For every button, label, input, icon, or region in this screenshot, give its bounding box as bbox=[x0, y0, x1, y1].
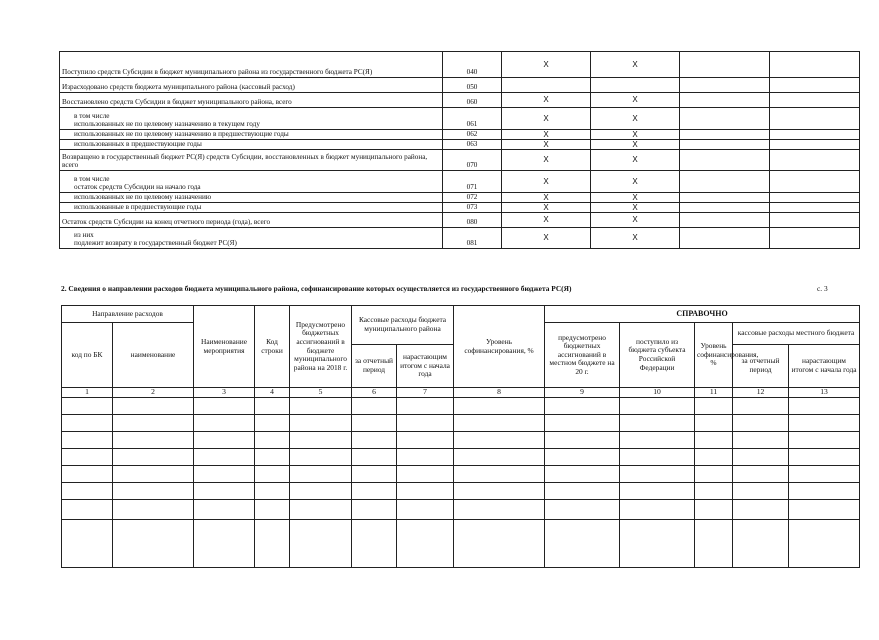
row-name: Возвращено в государственный бюджет РС(Я) средств Субсидии, восстановленных в бюджет муниципального района, всего bbox=[60, 150, 443, 171]
table-cell[interactable] bbox=[454, 448, 545, 465]
table-row bbox=[62, 431, 860, 448]
table-cell[interactable] bbox=[545, 499, 620, 519]
header-row-code: Код строки bbox=[255, 306, 290, 388]
table-cell[interactable] bbox=[290, 448, 352, 465]
header-local-cash: кассовые расходы местного бюджета bbox=[733, 323, 860, 345]
column-number: 4 bbox=[255, 388, 290, 398]
table-cell[interactable] bbox=[620, 414, 695, 431]
table-cell[interactable] bbox=[620, 465, 695, 482]
row-value-4: X bbox=[591, 108, 680, 130]
table-cell[interactable] bbox=[397, 482, 454, 499]
table-cell[interactable] bbox=[454, 519, 545, 567]
row-value-6 bbox=[770, 171, 860, 193]
table-cell[interactable] bbox=[397, 414, 454, 431]
row-value-5 bbox=[680, 228, 770, 249]
table-cell[interactable] bbox=[290, 519, 352, 567]
row-value-4: X bbox=[591, 140, 680, 150]
row-value-5 bbox=[680, 193, 770, 203]
header-for-period: за отчетный период bbox=[352, 345, 397, 388]
row-code: 050 bbox=[443, 78, 502, 93]
row-value-3 bbox=[502, 78, 591, 93]
table-cell[interactable] bbox=[194, 465, 255, 482]
column-number: 13 bbox=[789, 388, 860, 398]
top-table-row bbox=[60, 108, 860, 130]
table-cell[interactable] bbox=[733, 482, 789, 499]
top-table-row bbox=[60, 203, 860, 213]
table-cell[interactable] bbox=[733, 397, 789, 414]
table-cell[interactable] bbox=[545, 519, 620, 567]
table-cell[interactable] bbox=[545, 465, 620, 482]
table-row bbox=[62, 519, 860, 567]
column-number: 9 bbox=[545, 388, 620, 398]
row-name: в том числе использованных не по целевому назначению в текущем году bbox=[60, 108, 443, 130]
table-cell[interactable] bbox=[695, 482, 733, 499]
header-local-planned: предусмотрено бюджетных ассигнований в местном бюджете на 20 г. bbox=[545, 323, 620, 388]
table-cell[interactable] bbox=[695, 519, 733, 567]
row-value-3: X bbox=[502, 193, 591, 203]
header-name: наименование bbox=[113, 323, 194, 388]
table-cell[interactable] bbox=[789, 499, 860, 519]
column-number: 5 bbox=[290, 388, 352, 398]
top-table-row bbox=[60, 193, 860, 203]
row-value-6 bbox=[770, 130, 860, 140]
table-cell[interactable] bbox=[113, 519, 194, 567]
header-direction: Направление расходов bbox=[62, 306, 194, 323]
table-cell[interactable] bbox=[255, 414, 290, 431]
row-code: 071 bbox=[443, 171, 502, 193]
table-cell[interactable] bbox=[290, 414, 352, 431]
row-name: Остаток средств Субсидии на конец отчетного периода (года), всего bbox=[60, 213, 443, 228]
table-cell[interactable] bbox=[255, 465, 290, 482]
column-number: 8 bbox=[454, 388, 545, 398]
row-name: использованных не по целевому назначению bbox=[60, 193, 443, 203]
row-value-3: X bbox=[502, 228, 591, 249]
table-cell[interactable] bbox=[352, 499, 397, 519]
table-cell[interactable] bbox=[454, 414, 545, 431]
table-cell[interactable] bbox=[397, 448, 454, 465]
row-value-5 bbox=[680, 93, 770, 108]
table-cell[interactable] bbox=[194, 414, 255, 431]
row-value-4: X bbox=[591, 150, 680, 171]
table-cell[interactable] bbox=[113, 448, 194, 465]
row-code: 060 bbox=[443, 93, 502, 108]
row-name: в том числе остаток средств Субсидии на начало года bbox=[60, 171, 443, 193]
table-cell[interactable] bbox=[545, 397, 620, 414]
row-value-3: X bbox=[502, 130, 591, 140]
row-code: 061 bbox=[443, 108, 502, 130]
table-cell[interactable] bbox=[454, 431, 545, 448]
table-cell[interactable] bbox=[113, 482, 194, 499]
row-value-4: X bbox=[591, 228, 680, 249]
table-cell[interactable] bbox=[255, 397, 290, 414]
table-cell[interactable] bbox=[62, 414, 113, 431]
row-value-3: X bbox=[502, 140, 591, 150]
row-value-4: X bbox=[591, 213, 680, 228]
row-code: 080 bbox=[443, 213, 502, 228]
top-table-row bbox=[60, 213, 860, 228]
table-cell[interactable] bbox=[733, 414, 789, 431]
row-value-3: X bbox=[502, 203, 591, 213]
table-cell[interactable] bbox=[113, 414, 194, 431]
table-cell[interactable] bbox=[789, 482, 860, 499]
table-cell[interactable] bbox=[545, 431, 620, 448]
table-cell[interactable] bbox=[620, 397, 695, 414]
table-cell[interactable] bbox=[194, 519, 255, 567]
table-cell[interactable] bbox=[290, 499, 352, 519]
top-table-row bbox=[60, 228, 860, 249]
table-row bbox=[62, 465, 860, 482]
table-cell[interactable] bbox=[352, 482, 397, 499]
row-value-4: X bbox=[591, 93, 680, 108]
table-cell[interactable] bbox=[620, 482, 695, 499]
row-value-6 bbox=[770, 203, 860, 213]
header-cumulative: нарастающим итогом с начала года bbox=[397, 345, 454, 388]
table-cell[interactable] bbox=[62, 482, 113, 499]
table-row bbox=[62, 499, 860, 519]
table-cell[interactable] bbox=[113, 499, 194, 519]
table-cell[interactable] bbox=[255, 448, 290, 465]
table-cell[interactable] bbox=[620, 431, 695, 448]
table-cell[interactable] bbox=[62, 448, 113, 465]
table-cell[interactable] bbox=[290, 431, 352, 448]
table-cell[interactable] bbox=[113, 397, 194, 414]
table-cell[interactable] bbox=[789, 465, 860, 482]
row-value-6 bbox=[770, 78, 860, 93]
header-local-for-period: за отчетный период bbox=[733, 345, 789, 388]
table-cell[interactable] bbox=[113, 465, 194, 482]
table-cell[interactable] bbox=[789, 519, 860, 567]
row-name: использованные в предшествующие годы bbox=[60, 203, 443, 213]
row-value-3: X bbox=[502, 52, 591, 78]
column-number: 6 bbox=[352, 388, 397, 398]
row-code: 073 bbox=[443, 203, 502, 213]
top-table-row bbox=[60, 78, 860, 93]
row-value-6 bbox=[770, 52, 860, 78]
header-local-cumulative: нарастающим итогом с начала года bbox=[789, 345, 860, 388]
table-cell[interactable] bbox=[113, 431, 194, 448]
table-cell[interactable] bbox=[352, 465, 397, 482]
column-number: 12 bbox=[733, 388, 789, 398]
table-row bbox=[62, 414, 860, 431]
row-value-3: X bbox=[502, 171, 591, 193]
expense-direction-table bbox=[61, 305, 860, 568]
table-cell[interactable] bbox=[454, 482, 545, 499]
column-number: 11 bbox=[695, 388, 733, 398]
table-row bbox=[62, 397, 860, 414]
table-cell[interactable] bbox=[352, 414, 397, 431]
row-value-3: X bbox=[502, 93, 591, 108]
row-name: Поступило средств Субсидии в бюджет муниципального района из государственного бюджета РС(Я) bbox=[60, 52, 443, 78]
table-cell[interactable] bbox=[789, 431, 860, 448]
row-value-5 bbox=[680, 130, 770, 140]
column-number: 10 bbox=[620, 388, 695, 398]
table-cell[interactable] bbox=[62, 499, 113, 519]
table-cell[interactable] bbox=[695, 431, 733, 448]
table-cell[interactable] bbox=[290, 465, 352, 482]
table-cell[interactable] bbox=[789, 414, 860, 431]
top-table-row bbox=[60, 150, 860, 171]
header-reference: СПРАВОЧНО bbox=[545, 306, 860, 323]
row-value-5 bbox=[680, 140, 770, 150]
table-cell[interactable] bbox=[397, 499, 454, 519]
table-row bbox=[62, 448, 860, 465]
table-cell[interactable] bbox=[397, 397, 454, 414]
header-cash-expenses: Кассовые расходы бюджета муниципального района bbox=[352, 306, 454, 345]
row-value-3: X bbox=[502, 108, 591, 130]
row-value-5 bbox=[680, 78, 770, 93]
row-value-3: X bbox=[502, 150, 591, 171]
table-cell[interactable] bbox=[695, 499, 733, 519]
row-value-4: X bbox=[591, 130, 680, 140]
row-name: использованных не по целевому назначению в предшествующие годы bbox=[60, 130, 443, 140]
row-value-6 bbox=[770, 150, 860, 171]
table-cell[interactable] bbox=[255, 519, 290, 567]
header-received: поступило из бюджета субъекта Российской Федерации bbox=[620, 323, 695, 388]
table-cell[interactable] bbox=[695, 465, 733, 482]
table-cell[interactable] bbox=[620, 519, 695, 567]
table-cell[interactable] bbox=[454, 499, 545, 519]
row-value-5 bbox=[680, 108, 770, 130]
table-cell[interactable] bbox=[454, 397, 545, 414]
table-cell[interactable] bbox=[397, 519, 454, 567]
table-cell[interactable] bbox=[733, 519, 789, 567]
table-cell[interactable] bbox=[62, 431, 113, 448]
row-value-5 bbox=[680, 213, 770, 228]
table-cell[interactable] bbox=[789, 448, 860, 465]
row-value-6 bbox=[770, 193, 860, 203]
table-cell[interactable] bbox=[733, 431, 789, 448]
table-cell[interactable] bbox=[194, 499, 255, 519]
column-number-row bbox=[62, 388, 860, 398]
table-cell[interactable] bbox=[62, 519, 113, 567]
row-value-4 bbox=[591, 78, 680, 93]
table-cell[interactable] bbox=[352, 431, 397, 448]
row-value-6 bbox=[770, 140, 860, 150]
table-cell[interactable] bbox=[733, 499, 789, 519]
table-cell[interactable] bbox=[695, 448, 733, 465]
subsidy-flow-table bbox=[59, 51, 860, 249]
row-value-5 bbox=[680, 171, 770, 193]
table-cell[interactable] bbox=[194, 482, 255, 499]
column-number: 7 bbox=[397, 388, 454, 398]
row-value-6 bbox=[770, 213, 860, 228]
table-cell[interactable] bbox=[194, 448, 255, 465]
row-name: из них подлежит возврату в государственный бюджет РС(Я) bbox=[60, 228, 443, 249]
table-cell[interactable] bbox=[255, 499, 290, 519]
row-value-4: X bbox=[591, 193, 680, 203]
top-table-row bbox=[60, 140, 860, 150]
row-name: использованных в предшествующие годы bbox=[60, 140, 443, 150]
row-name: Израсходовано средств бюджета муниципального района (кассовый расход) bbox=[60, 78, 443, 93]
column-number: 1 bbox=[62, 388, 113, 398]
table-cell[interactable] bbox=[255, 482, 290, 499]
top-table-row bbox=[60, 52, 860, 78]
top-table-row bbox=[60, 130, 860, 140]
table-cell[interactable] bbox=[733, 448, 789, 465]
row-value-6 bbox=[770, 228, 860, 249]
table-cell[interactable] bbox=[352, 397, 397, 414]
table-cell[interactable] bbox=[352, 519, 397, 567]
row-code: 062 bbox=[443, 130, 502, 140]
row-value-5 bbox=[680, 203, 770, 213]
table-cell[interactable] bbox=[545, 448, 620, 465]
row-code: 072 bbox=[443, 193, 502, 203]
row-code: 040 bbox=[443, 52, 502, 78]
row-code: 081 bbox=[443, 228, 502, 249]
table-cell[interactable] bbox=[733, 465, 789, 482]
header-planned: Предусмотрено бюджетных ассигнований в бюджете муниципального района на 2018 г. bbox=[290, 306, 352, 388]
table-cell[interactable] bbox=[695, 397, 733, 414]
header-cofin-level: Уровень софинансирования, % bbox=[454, 306, 545, 388]
top-table-row bbox=[60, 171, 860, 193]
table-cell[interactable] bbox=[62, 397, 113, 414]
row-name: Восстановлено средств Субсидии в бюджет муниципального района, всего bbox=[60, 93, 443, 108]
table-cell[interactable] bbox=[397, 431, 454, 448]
table-cell[interactable] bbox=[620, 499, 695, 519]
section-title: 2. Сведения о направлении расходов бюджета муниципального района, софинансирование которых осуществляется из государственного бюджета РС(Я) bbox=[61, 284, 572, 293]
table-cell[interactable] bbox=[62, 465, 113, 482]
table-cell[interactable] bbox=[545, 414, 620, 431]
header-kbk-code: код по БК bbox=[62, 323, 113, 388]
row-value-3: X bbox=[502, 213, 591, 228]
table-cell[interactable] bbox=[194, 431, 255, 448]
header-level-short: Уровень софинансирования, % bbox=[695, 323, 733, 388]
row-value-5 bbox=[680, 150, 770, 171]
column-number: 3 bbox=[194, 388, 255, 398]
top-table-row bbox=[60, 93, 860, 108]
row-value-4: X bbox=[591, 171, 680, 193]
table-cell[interactable] bbox=[789, 397, 860, 414]
row-value-4: X bbox=[591, 203, 680, 213]
table-cell[interactable] bbox=[194, 397, 255, 414]
row-value-6 bbox=[770, 108, 860, 130]
table-cell[interactable] bbox=[352, 448, 397, 465]
table-cell[interactable] bbox=[290, 482, 352, 499]
row-value-5 bbox=[680, 52, 770, 78]
table-row bbox=[62, 482, 860, 499]
row-value-6 bbox=[770, 93, 860, 108]
table-cell[interactable] bbox=[397, 465, 454, 482]
header-event-name: Наименование мероприятия bbox=[194, 306, 255, 388]
table-cell[interactable] bbox=[695, 414, 733, 431]
page-number: с. 3 bbox=[817, 284, 828, 293]
table-cell[interactable] bbox=[620, 448, 695, 465]
table-cell[interactable] bbox=[545, 482, 620, 499]
row-value-4: X bbox=[591, 52, 680, 78]
row-code: 070 bbox=[443, 150, 502, 171]
table-cell[interactable] bbox=[290, 397, 352, 414]
table-cell[interactable] bbox=[255, 431, 290, 448]
table-cell[interactable] bbox=[454, 465, 545, 482]
column-number: 2 bbox=[113, 388, 194, 398]
row-code: 063 bbox=[443, 140, 502, 150]
